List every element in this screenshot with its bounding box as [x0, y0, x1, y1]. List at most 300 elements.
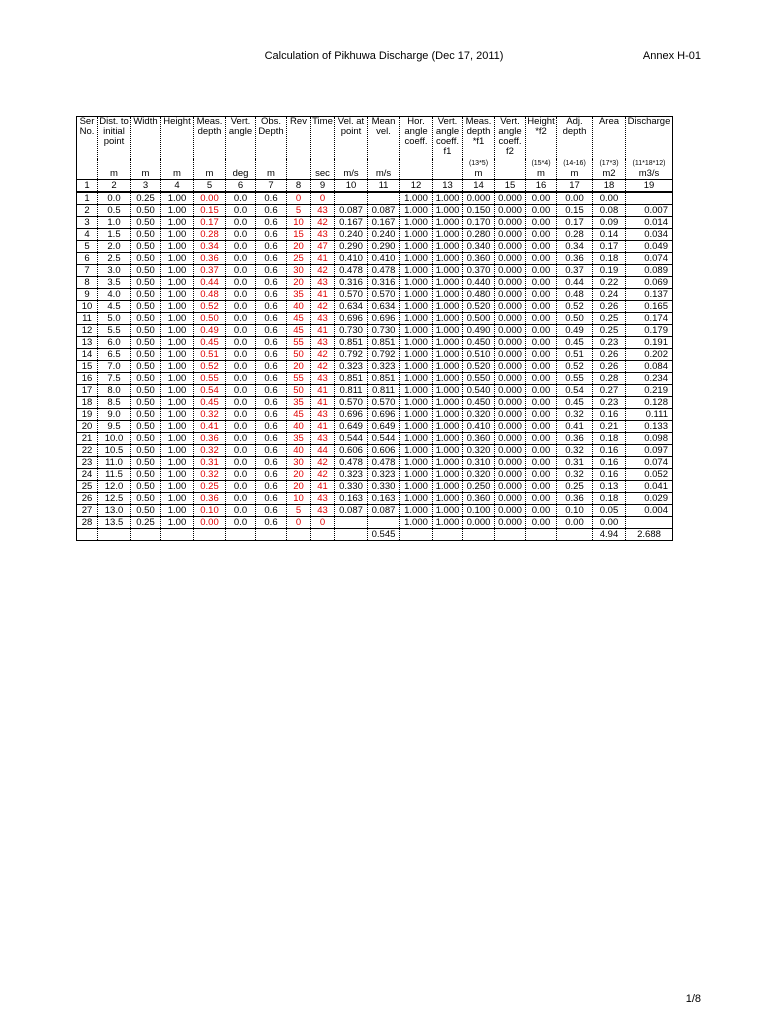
table-cell: 0.6 [256, 505, 287, 517]
table-cell: 0.6 [256, 421, 287, 433]
table-cell: 5 [287, 205, 311, 217]
table-cell: 0.00 [526, 445, 557, 457]
table-cell: 0.26 [593, 301, 626, 313]
table-cell [335, 192, 368, 205]
table-cell: 0.0 [226, 217, 256, 229]
table-cell: 0.000 [495, 217, 526, 229]
table-cell: 0.6 [256, 289, 287, 301]
table-cell: 0.851 [335, 337, 368, 349]
table-row [77, 445, 673, 457]
table-cell: 0.0 [226, 349, 256, 361]
table-cell: 1.000 [400, 397, 433, 409]
table-cell: 0.007 [626, 205, 673, 217]
table-cell: 1.000 [400, 361, 433, 373]
column-number: 6 [226, 180, 256, 193]
table-cell: 0.316 [335, 277, 368, 289]
table-cell: 0.6 [256, 397, 287, 409]
table-cell: 0.004 [626, 505, 673, 517]
table-row [77, 241, 673, 253]
table-cell: 43 [311, 205, 335, 217]
column-label: Vel. at point [337, 116, 365, 137]
table-cell: 1.000 [400, 192, 433, 205]
column-header [226, 117, 256, 160]
table-row [77, 289, 673, 301]
column-unit-label: m [537, 168, 545, 179]
column-header [626, 117, 673, 160]
table-cell: 10.5 [98, 445, 131, 457]
table-cell: 0.16 [593, 457, 626, 469]
column-label: Height *f2 [527, 116, 555, 137]
table-cell: 1.000 [433, 205, 463, 217]
table-cell: 0.6 [256, 469, 287, 481]
table-cell: 14 [77, 349, 98, 361]
table-cell: 0.00 [557, 517, 593, 529]
table-cell: 0.00 [526, 265, 557, 277]
table-cell: 0.165 [626, 301, 673, 313]
totals-row [77, 529, 673, 541]
table-cell: 0.15 [557, 205, 593, 217]
table-cell: 0.15 [194, 205, 226, 217]
table-cell: 0.00 [557, 192, 593, 205]
table-row [77, 349, 673, 361]
column-label: Width [133, 116, 158, 127]
table-cell: 0.316 [368, 277, 400, 289]
table-cell: 27 [77, 505, 98, 517]
table-cell: 1.000 [400, 313, 433, 325]
table-cell: 0.45 [557, 337, 593, 349]
table-cell: 0.0 [226, 229, 256, 241]
table-cell: 5.5 [98, 325, 131, 337]
table-cell: 0.00 [526, 493, 557, 505]
table-cell: 0.0 [226, 289, 256, 301]
column-unit-label: m [570, 168, 579, 179]
column-formula: (13*5) [468, 160, 489, 167]
table-cell: 0.0 [226, 265, 256, 277]
table-cell: 0.50 [131, 457, 161, 469]
table-cell: 18 [77, 397, 98, 409]
table-cell: 0.000 [463, 192, 495, 205]
table-cell: 1.000 [433, 192, 463, 205]
table-cell: 0.6 [256, 385, 287, 397]
table-cell: 0.811 [335, 385, 368, 397]
table-cell: 50 [287, 349, 311, 361]
table-cell: 5 [287, 505, 311, 517]
table-cell: 1.000 [400, 505, 433, 517]
table-cell: 43 [311, 277, 335, 289]
table-row [77, 517, 673, 529]
table-cell: 0.000 [495, 301, 526, 313]
table-cell: 0.6 [256, 229, 287, 241]
table-cell: 0.370 [463, 265, 495, 277]
table-cell: 0.000 [495, 445, 526, 457]
page-number: 1/8 [685, 993, 701, 1005]
table-cell: 0.17 [194, 217, 226, 229]
table-cell: 0.54 [194, 385, 226, 397]
column-header [368, 117, 400, 160]
table-cell: 0.478 [368, 265, 400, 277]
table-cell: 1.00 [161, 505, 194, 517]
total-cell [226, 529, 256, 541]
table-cell: 43 [311, 433, 335, 445]
table-cell: 1.0 [98, 217, 131, 229]
table-cell: 0.55 [557, 373, 593, 385]
table-cell: 0.36 [194, 493, 226, 505]
table-cell: 47 [311, 241, 335, 253]
table-cell: 10.0 [98, 433, 131, 445]
total-cell [161, 529, 194, 541]
table-cell: 0.000 [495, 337, 526, 349]
table-cell: 0.00 [194, 192, 226, 205]
table-cell: 1.000 [400, 409, 433, 421]
table-cell: 0.450 [463, 337, 495, 349]
table-cell: 0.100 [463, 505, 495, 517]
table-cell: 0.074 [626, 253, 673, 265]
column-label: Dist. to initial point [99, 116, 129, 147]
table-cell: 0.219 [626, 385, 673, 397]
table-cell: 0.137 [626, 289, 673, 301]
table-row [77, 397, 673, 409]
table-cell [368, 517, 400, 529]
table-cell: 1.000 [400, 205, 433, 217]
table-cell: 0.696 [335, 409, 368, 421]
table-cell: 0.09 [593, 217, 626, 229]
table-cell: 0.163 [368, 493, 400, 505]
column-number: 1 [77, 180, 98, 193]
table-cell: 1.00 [161, 241, 194, 253]
table-cell: 0.0 [226, 409, 256, 421]
table-cell: 19 [77, 409, 98, 421]
table-cell: 0.0 [226, 397, 256, 409]
table-cell: 9.0 [98, 409, 131, 421]
table-cell: 1.000 [433, 385, 463, 397]
column-header [161, 117, 194, 160]
table-cell: 1.000 [433, 241, 463, 253]
table-cell: 0.50 [557, 313, 593, 325]
table-cell: 0.6 [256, 301, 287, 313]
table-cell: 0.097 [626, 445, 673, 457]
table-cell: 0.150 [463, 205, 495, 217]
column-number: 5 [194, 180, 226, 193]
table-cell: 0.5 [98, 205, 131, 217]
table-cell: 0.290 [368, 241, 400, 253]
table-cell: 20 [287, 361, 311, 373]
column-number: 18 [593, 180, 626, 193]
table-cell: 6.0 [98, 337, 131, 349]
table-cell: 5 [77, 241, 98, 253]
table-cell: 0.544 [368, 433, 400, 445]
table-cell: 1.000 [400, 433, 433, 445]
table-cell: 0.087 [335, 205, 368, 217]
table-cell: 0.13 [593, 481, 626, 493]
table-cell: 0.00 [526, 361, 557, 373]
table-cell: 1.00 [161, 469, 194, 481]
table-cell: 0.50 [131, 217, 161, 229]
table-cell: 1.00 [161, 433, 194, 445]
table-row [77, 301, 673, 313]
column-unit-label: m/s [375, 168, 392, 179]
table-cell: 0.50 [131, 313, 161, 325]
table-cell: 0.851 [368, 337, 400, 349]
table-cell: 0.074 [626, 457, 673, 469]
column-label: Rev [290, 116, 307, 127]
table-cell: 41 [311, 325, 335, 337]
table-row [77, 277, 673, 289]
table-cell: 1.000 [400, 493, 433, 505]
column-label: Area [598, 116, 620, 127]
table-cell: 0.320 [463, 409, 495, 421]
table-cell: 1.000 [400, 517, 433, 529]
column-formula: (11*18*12) [632, 160, 666, 167]
table-cell: 0.00 [526, 433, 557, 445]
table-cell: 55 [287, 373, 311, 385]
table-cell: 0.37 [194, 265, 226, 277]
table-cell: 0.50 [131, 229, 161, 241]
column-label: Vert. angle [228, 116, 253, 137]
page-title: Calculation of Pikhuwa Discharge (Dec 17, 2011) [264, 50, 504, 62]
total-cell [463, 529, 495, 541]
table-cell: 0.05 [593, 505, 626, 517]
table-cell: 21 [77, 433, 98, 445]
column-header [433, 117, 463, 160]
table-cell: 1.000 [433, 253, 463, 265]
column-unit [557, 159, 593, 180]
table-cell: 0.034 [626, 229, 673, 241]
table-cell: 0.478 [335, 457, 368, 469]
table-cell: 4.5 [98, 301, 131, 313]
table-cell: 0.51 [557, 349, 593, 361]
table-cell: 43 [311, 493, 335, 505]
table-cell: 0.128 [626, 397, 673, 409]
table-cell: 0.360 [463, 433, 495, 445]
table-cell: 0.0 [226, 385, 256, 397]
column-number: 19 [626, 180, 673, 193]
column-unit-label: m [474, 168, 483, 179]
table-cell: 55 [287, 337, 311, 349]
table-cell: 0.50 [131, 385, 161, 397]
column-label: Hor. angle coeff. [404, 116, 428, 147]
table-cell: 0.811 [368, 385, 400, 397]
table-cell: 0.50 [131, 289, 161, 301]
table-cell: 0.21 [593, 421, 626, 433]
table-cell: 1.5 [98, 229, 131, 241]
table-cell: 0.111 [626, 409, 673, 421]
table-cell: 0.52 [557, 301, 593, 313]
table-cell: 0.570 [335, 289, 368, 301]
column-number: 15 [495, 180, 526, 193]
table-cell: 10 [287, 493, 311, 505]
column-label: Vert. angle coeff. f1 [435, 116, 460, 157]
column-label: Time [312, 116, 333, 127]
table-cell: 43 [311, 337, 335, 349]
table-cell: 42 [311, 361, 335, 373]
table-cell: 1 [77, 192, 98, 205]
table-row [77, 433, 673, 445]
table-cell: 0.792 [368, 349, 400, 361]
table-cell: 42 [311, 301, 335, 313]
table-cell: 43 [311, 229, 335, 241]
table-cell: 28 [77, 517, 98, 529]
column-unit [194, 159, 226, 180]
table-cell: 0.089 [626, 265, 673, 277]
table-cell: 0.0 [226, 313, 256, 325]
table-cell: 7 [77, 265, 98, 277]
table-row [77, 361, 673, 373]
table-cell: 0.570 [335, 397, 368, 409]
table-cell: 0.323 [368, 361, 400, 373]
table-cell: 0.50 [131, 301, 161, 313]
table-cell: 13.5 [98, 517, 131, 529]
column-unit [226, 159, 256, 180]
column-label: Obs. Depth [258, 116, 284, 137]
column-unit [368, 159, 400, 180]
column-label: Ser No. [79, 116, 95, 137]
table-cell: 1.00 [161, 517, 194, 529]
table-cell: 42 [311, 217, 335, 229]
table-cell: 0.50 [131, 349, 161, 361]
table-cell: 0.44 [557, 277, 593, 289]
table-cell: 0.410 [463, 421, 495, 433]
table-cell: 0.606 [335, 445, 368, 457]
table-cell: 0.000 [495, 397, 526, 409]
table-row [77, 253, 673, 265]
table-cell: 0.000 [495, 325, 526, 337]
column-label: Adj. depth [562, 116, 587, 137]
table-row [77, 205, 673, 217]
table-cell: 0.32 [194, 409, 226, 421]
table-cell: 0.00 [526, 421, 557, 433]
table-cell: 0.50 [131, 337, 161, 349]
total-cell [335, 529, 368, 541]
table-cell: 11.5 [98, 469, 131, 481]
column-unit [161, 159, 194, 180]
table-cell: 0.000 [495, 289, 526, 301]
table-cell: 1.000 [433, 445, 463, 457]
table-cell: 0.084 [626, 361, 673, 373]
table-cell: 0.330 [368, 481, 400, 493]
total-cell: 4.94 [593, 529, 626, 541]
table-cell: 9.5 [98, 421, 131, 433]
table-cell: 1.000 [400, 277, 433, 289]
table-cell: 0.480 [463, 289, 495, 301]
table-cell: 1.000 [433, 517, 463, 529]
column-number: 2 [98, 180, 131, 193]
table-cell: 0.000 [495, 241, 526, 253]
table-cell: 1.000 [433, 493, 463, 505]
column-number: 7 [256, 180, 287, 193]
table-cell: 0.634 [368, 301, 400, 313]
table-cell: 0.48 [557, 289, 593, 301]
table-cell: 1.00 [161, 493, 194, 505]
table-cell: 0.50 [131, 277, 161, 289]
table-cell: 0.26 [593, 349, 626, 361]
table-cell: 0.649 [368, 421, 400, 433]
column-unit [626, 159, 673, 180]
table-cell: 1.000 [400, 349, 433, 361]
table-cell: 0.18 [593, 253, 626, 265]
table-cell: 1.00 [161, 361, 194, 373]
column-unit-label: m [267, 168, 275, 179]
table-cell: 0.649 [335, 421, 368, 433]
table-cell: 0.000 [495, 373, 526, 385]
table-cell: 0.6 [256, 445, 287, 457]
table-cell: 0.0 [226, 505, 256, 517]
table-cell: 0.00 [526, 313, 557, 325]
header-row [77, 117, 673, 160]
table-cell: 1.00 [161, 457, 194, 469]
table-cell: 0.00 [526, 373, 557, 385]
table-cell: 0.17 [557, 217, 593, 229]
table-cell: 41 [311, 481, 335, 493]
table-cell: 1.000 [433, 505, 463, 517]
table-row [77, 457, 673, 469]
table-cell: 0.851 [368, 373, 400, 385]
table-cell: 1.000 [433, 361, 463, 373]
table-cell: 7.0 [98, 361, 131, 373]
table-cell: 0.6 [256, 373, 287, 385]
table-cell: 1.000 [400, 253, 433, 265]
column-header [131, 117, 161, 160]
table-cell: 1.000 [400, 469, 433, 481]
table-cell: 0.340 [463, 241, 495, 253]
table-cell: 0.000 [495, 469, 526, 481]
column-unit-label: sec [315, 168, 330, 179]
table-cell: 1.000 [433, 433, 463, 445]
table-row [77, 265, 673, 277]
table-cell: 0.000 [495, 457, 526, 469]
table-cell: 35 [287, 289, 311, 301]
table-cell: 0.087 [335, 505, 368, 517]
table-cell: 0.50 [131, 373, 161, 385]
table-cell: 0.000 [495, 313, 526, 325]
table-cell: 0.544 [335, 433, 368, 445]
table-cell: 1.000 [433, 265, 463, 277]
table-cell: 0.000 [495, 421, 526, 433]
table-cell: 0.44 [194, 277, 226, 289]
table-cell: 8 [77, 277, 98, 289]
table-cell: 0.029 [626, 493, 673, 505]
table-cell: 45 [287, 313, 311, 325]
table-cell: 0.310 [463, 457, 495, 469]
table-cell: 0.0 [226, 469, 256, 481]
table-cell: 0.50 [131, 433, 161, 445]
table-cell: 1.000 [433, 301, 463, 313]
table-cell: 0.25 [593, 325, 626, 337]
table-cell: 0.6 [256, 517, 287, 529]
table-cell: 0.730 [335, 325, 368, 337]
table-cell: 0.6 [256, 433, 287, 445]
table-cell: 42 [311, 457, 335, 469]
table-cell: 45 [287, 325, 311, 337]
table-cell: 0.000 [495, 192, 526, 205]
table-cell: 0.24 [593, 289, 626, 301]
table-cell: 2.5 [98, 253, 131, 265]
table-cell: 0.23 [593, 397, 626, 409]
column-formula: (17*3) [599, 160, 619, 167]
table-cell: 0.32 [557, 409, 593, 421]
table-cell: 0.32 [557, 469, 593, 481]
table-cell: 0.041 [626, 481, 673, 493]
table-cell: 0.6 [256, 409, 287, 421]
table-cell: 0.510 [463, 349, 495, 361]
total-cell [77, 529, 98, 541]
table-cell: 0.0 [226, 445, 256, 457]
table-cell: 0.50 [131, 409, 161, 421]
table-cell: 5.0 [98, 313, 131, 325]
column-formula: (15*4) [531, 160, 551, 167]
column-unit-label: m [141, 168, 150, 179]
table-cell: 0.16 [593, 445, 626, 457]
table-cell: 0.000 [495, 253, 526, 265]
